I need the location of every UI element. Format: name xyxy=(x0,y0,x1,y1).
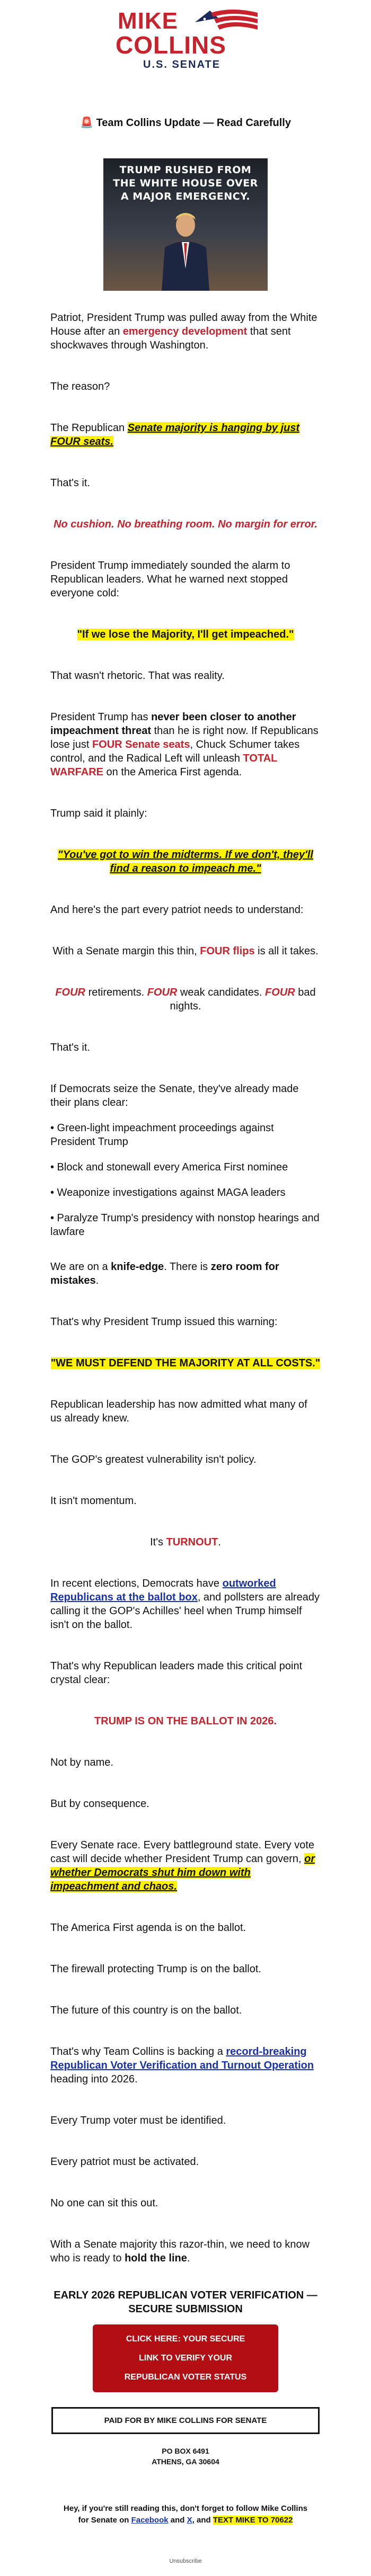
paragraph-plans: If Democrats seize the Senate, they've already made their plans clear: xyxy=(50,1083,299,1108)
paragraph-understand: And here's the part every patriot needs to understand: xyxy=(50,904,304,916)
mailing-address xyxy=(0,2446,371,2467)
quote-midterms: "You've got to win the midterms. If we don't, they'll find a reason to impeach me." xyxy=(58,849,313,874)
address-line: PO BOX 6491 xyxy=(162,2447,209,2455)
paragraph-four-flips: With a Senate margin this thin, FOUR flips is all it takes. xyxy=(52,945,319,957)
paragraph-thats-it-2: That's it. xyxy=(50,1042,90,1053)
list-item: • Green-light impeachment proceedings against President Trump xyxy=(50,1122,274,1148)
paragraph-firewall: The firewall protecting Trump is on the ballot. xyxy=(50,1963,261,1975)
president-figure-illustration xyxy=(156,210,215,291)
paragraph-leadership: Republican leadership has now admitted what many of us already knew. xyxy=(50,1399,307,1424)
paragraph-vulnerability: The GOP's greatest vulnerability isn't policy. xyxy=(50,1454,257,1465)
update-title: Team Collins Update — Read Carefully xyxy=(96,117,291,129)
x-link[interactable]: X xyxy=(187,2516,192,2525)
paragraph-plainly: Trump said it plainly: xyxy=(50,808,147,819)
quote-defend: "WE MUST DEFEND THE MAJORITY AT ALL COSTS." xyxy=(50,1357,321,1369)
text-mike-highlight: TEXT MIKE TO 70622 xyxy=(213,2516,293,2525)
plans-list xyxy=(50,1121,321,1239)
outworked-link[interactable]: outworked Republicans at the ballot box xyxy=(50,1578,276,1603)
paragraph-activated: Every patriot must be activated. xyxy=(50,2156,199,2168)
logo-office: U.S. SENATE xyxy=(143,59,221,70)
paragraph-alarm: President Trump immediately sounded the alarm to Republican leaders. What he warned next stopped everyone cold: xyxy=(50,560,290,599)
list-item: • Weaponize investigations against MAGA leaders xyxy=(50,1187,286,1198)
update-heading xyxy=(0,116,371,130)
cta-title: EARLY 2026 REPUBLICAN VOTER VERIFICATION — SECURE SUBMISSION xyxy=(54,2289,317,2315)
address-line: ATHENS, GA 30604 xyxy=(152,2457,219,2466)
paragraph-crystal-clear: That's why Republican leaders made this critical point crystal clear: xyxy=(50,1660,303,1686)
paragraph-ballot-2026: TRUMP IS ON THE BALLOT IN 2026. xyxy=(94,1715,277,1727)
paragraph-turnout: It's TURNOUT. xyxy=(150,1536,221,1548)
unsubscribe-link[interactable]: Unsubscribe xyxy=(169,2558,202,2564)
logo-last-name: COLLINS xyxy=(116,31,226,59)
cta-button-line: CLICK HERE: YOUR SECURE xyxy=(126,2334,245,2344)
paragraph-threat: President Trump has never been closer to another impeachment threat than he is right now. If Republicans lose just FOUR Senate seats, Chuck Schumer takes control, and the Radical Left will unleash TOTAL WARFARE on the America First agenda. xyxy=(50,711,319,778)
list-item: • Paralyze Trump's presidency with nonstop hearings and lawfare xyxy=(50,1212,320,1238)
paragraph-no-cushion: No cushion. No breathing room. No margin for error. xyxy=(54,518,317,530)
paragraph-agenda: The America First agenda is on the ballot. xyxy=(50,1922,246,1934)
cta-button-line: LINK TO VERIFY YOUR xyxy=(138,2354,233,2363)
paragraph-thats-it: That's it. xyxy=(50,477,90,489)
list-item: • Block and stonewall every America First nominee xyxy=(50,1161,288,1173)
paragraph-sit-out: No one can sit this out. xyxy=(50,2197,158,2209)
paragraph-future: The future of this country is on the ballot. xyxy=(50,2005,242,2016)
cta-button-line: REPUBLICAN VOTER STATUS xyxy=(124,2373,247,2382)
paragraph-operation: That's why Team Collins is backing a record-breaking Republican Voter Verification and Turnout Operation heading into 2026. xyxy=(50,2046,314,2085)
paragraph-consequence: But by consequence. xyxy=(50,1798,149,1810)
hero-image[interactable] xyxy=(103,158,268,291)
paragraph-majority: The Republican Senate majority is hanging by just FOUR seats. xyxy=(50,422,300,448)
paragraph-every-race: Every Senate race. Every battleground state. Every vote cast will decide whether President Trump can govern, or whether Democrats shut him down with impeachment and chaos. xyxy=(50,1839,315,1892)
paragraph-hold-line: With a Senate majority this razor-thin, we need to know who is ready to hold the line. xyxy=(50,2239,310,2264)
logo-first-name: MIKE xyxy=(118,8,178,34)
footer-follow: Hey, if you're still reading this, don't forget to follow Mike Collins for Senate on Facebook and X, and TEXT MIKE TO 70622 xyxy=(63,2504,308,2525)
campaign-logo xyxy=(0,0,371,71)
paragraph-reason: The reason? xyxy=(50,381,110,392)
flag-swoosh-icon xyxy=(195,7,259,34)
quote-impeached: "If we lose the Majority, I'll get impeached." xyxy=(77,629,294,640)
hero-caption: TRUMP RUSHED FROM THE WHITE HOUSE OVER A MAJOR EMERGENCY. xyxy=(113,164,258,202)
paragraph-warning: That's why President Trump issued this warning: xyxy=(50,1316,278,1328)
paragraph-identified: Every Trump voter must be identified. xyxy=(50,2115,226,2126)
paragraph-four-retirements: FOUR retirements. FOUR weak candidates. FOUR bad nights. xyxy=(55,987,316,1012)
cta-section xyxy=(50,2288,321,2316)
verify-voter-status-button[interactable] xyxy=(93,2324,278,2392)
letter-content xyxy=(50,311,321,2265)
facebook-link[interactable]: Facebook xyxy=(131,2516,169,2525)
paragraph-rhetoric: That wasn't rhetoric. That was reality. xyxy=(50,670,225,682)
operation-link[interactable]: record-breaking Republican Voter Verification and Turnout Operation xyxy=(50,2046,314,2071)
paragraph-outworked: In recent elections, Democrats have outworked Republicans at the ballot box, and pollsters are already calling it the GOP's Achilles' heel when Trump himself isn't on the ballot. xyxy=(50,1578,320,1631)
paragraph-momentum: It isn't momentum. xyxy=(50,1495,137,1507)
paid-for-disclaimer: PAID FOR BY MIKE COLLINS FOR SENATE xyxy=(51,2407,320,2434)
paragraph-intro: Patriot, President Trump was pulled away from the White House after an emergency development that sent shockwaves through Washington. xyxy=(50,312,317,351)
paragraph-knife-edge: We are on a knife-edge. There is zero room for mistakes. xyxy=(50,1261,279,1286)
siren-icon: 🚨 xyxy=(80,117,93,129)
paragraph-not-by-name: Not by name. xyxy=(50,1757,113,1768)
